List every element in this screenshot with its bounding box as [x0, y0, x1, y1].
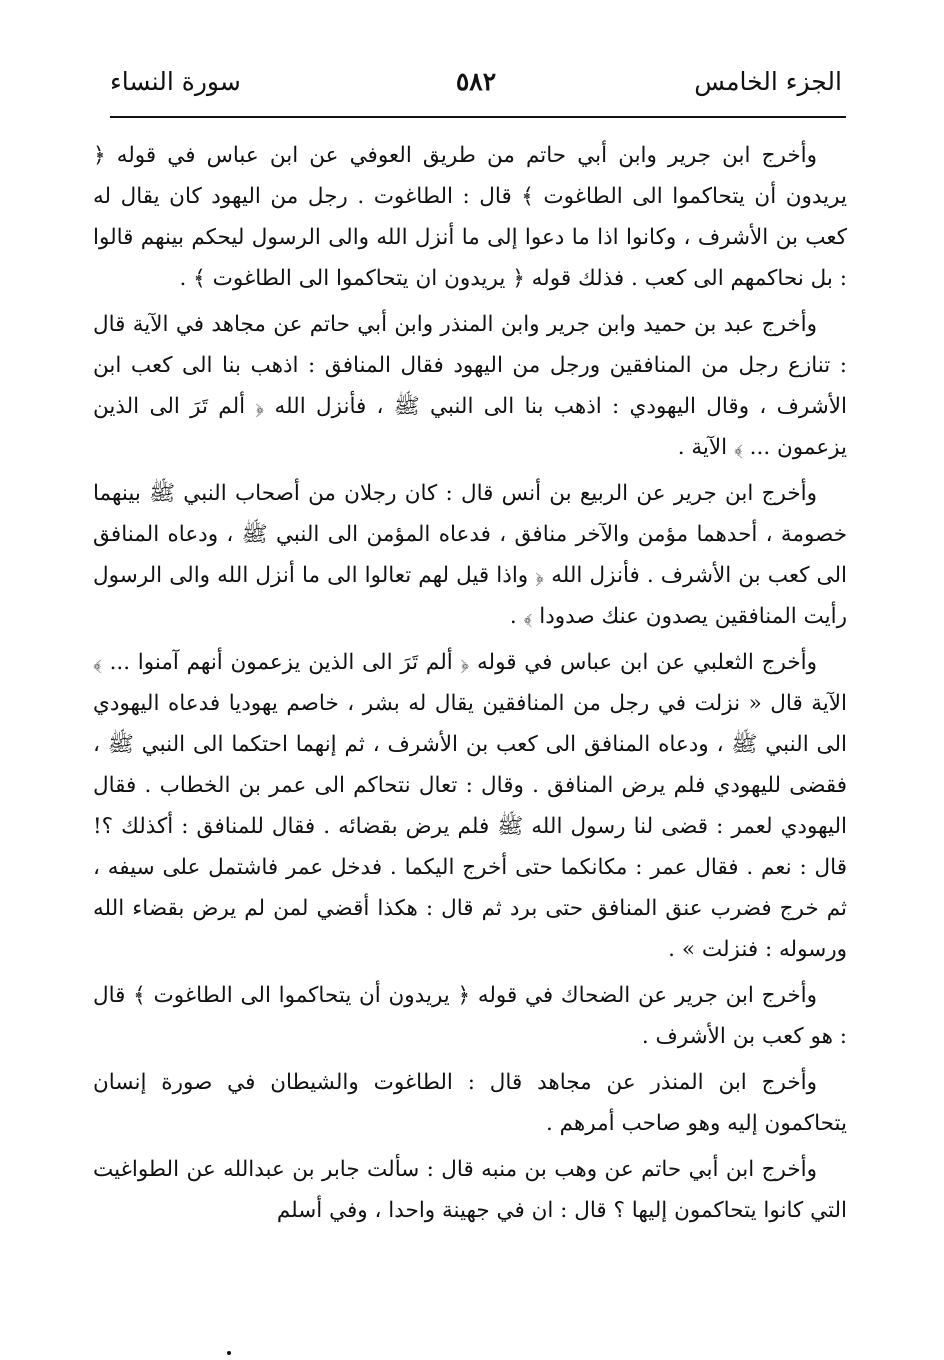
- paragraph-7: وأخرج ابن أبي حاتم عن وهب بن منبه قال : سألت جابر بن عبدالله عن الطواغيت التي كانوا يتحاكمون إليها ؟ قال : ان في جهينة واحدا ، وفي أسلم: [93, 1157, 847, 1223]
- page-body: [93, 135, 847, 1236]
- paragraph-6: وأخرج ابن المنذر عن مجاهد قال : الطاغوت والشيطان في صورة إنسان يتحاكمون إليه وهو صاحب أمرهم .: [93, 1070, 847, 1136]
- paragraph-2: وأخرج عبد بن حميد وابن جرير وابن المنذر وابن أبي حاتم عن مجاهد في الآية قال : تنازع رجل من المنافقين ورجل من اليهود فقال المنافق : اذهب بنا الى كعب ابن الأشرف ، وقال اليهودي : اذهب بنا الى النبي ﷺ ، فأنزل الله ﴿ ألم تَرَ الى الذين يزعمون ... ﴾ الآية .: [93, 312, 847, 460]
- scan-speck: [227, 1351, 231, 1355]
- surah-title: سورة النساء: [110, 67, 241, 96]
- volume-title: الجزء الخامس: [694, 67, 842, 96]
- paragraph-1: وأخرج ابن جرير وابن أبي حاتم من طريق العوفي عن ابن عباس في قوله ﴿ يريدون أن يتحاكموا الى الطاغوت ﴾ قال : الطاغوت . رجل من اليهود كان يقال له كعب بن الأشرف ، وكانوا اذا ما دعوا إلى ما أنزل الله والى الرسول ليحكم بينهم قالوا : بل نحاكمهم الى كعب . فذلك قوله ﴿ يريدون ان يتحاكموا الى الطاغوت ﴾ .: [93, 143, 847, 291]
- paragraph-5: وأخرج ابن جرير عن الضحاك في قوله ﴿ يريدون أن يتحاكموا الى الطاغوت ﴾ قال : هو كعب بن الأشرف .: [93, 983, 847, 1049]
- page-number: ٥٨٢: [455, 67, 497, 96]
- page-header: [110, 62, 842, 102]
- paragraph-3: وأخرج ابن جرير عن الربيع بن أنس قال : كان رجلان من أصحاب النبي ﷺ بينهما خصومة ، أحدهما مؤمن والآخر منافق ، فدعاه المؤمن الى النبي ﷺ ، ودعاه المنافق الى كعب بن الأشرف . فأنزل الله ﴿ واذا قيل لهم تعالوا الى ما أنزل الله والى الرسول رأيت المنافقين يصدون عنك صدودا ﴾ .: [93, 481, 847, 629]
- paragraph-4: وأخرج الثعلبي عن ابن عباس في قوله ﴿ ألم تَرَ الى الذين يزعمون أنهم آمنوا ... ﴾ الآية قال « نزلت في رجل من المنافقين يقال له بشر ، خاصم يهوديا فدعاه اليهودي الى النبي ﷺ ، ودعاه المنافق الى كعب بن الأشرف ، ثم إنهما احتكما الى النبي ﷺ ، فقضى لليهودي فلم يرض المنافق . وقال : تعال نتحاكم الى عمر بن الخطاب . فقال اليهودي لعمر : قضى لنا رسول الله ﷺ فلم يرض بقضائه . فقال للمنافق : أكذلك ؟! قال : نعم . فقال عمر : مكانكما حتى أخرج اليكما . فدخل عمر فاشتمل على سيفه ، ثم خرج فضرب عنق المنافق حتى برد ثم قال : هكذا أقضي لمن لم يرض بقضاء الله ورسوله : فنزلت » .: [93, 650, 847, 962]
- header-divider: [110, 116, 846, 118]
